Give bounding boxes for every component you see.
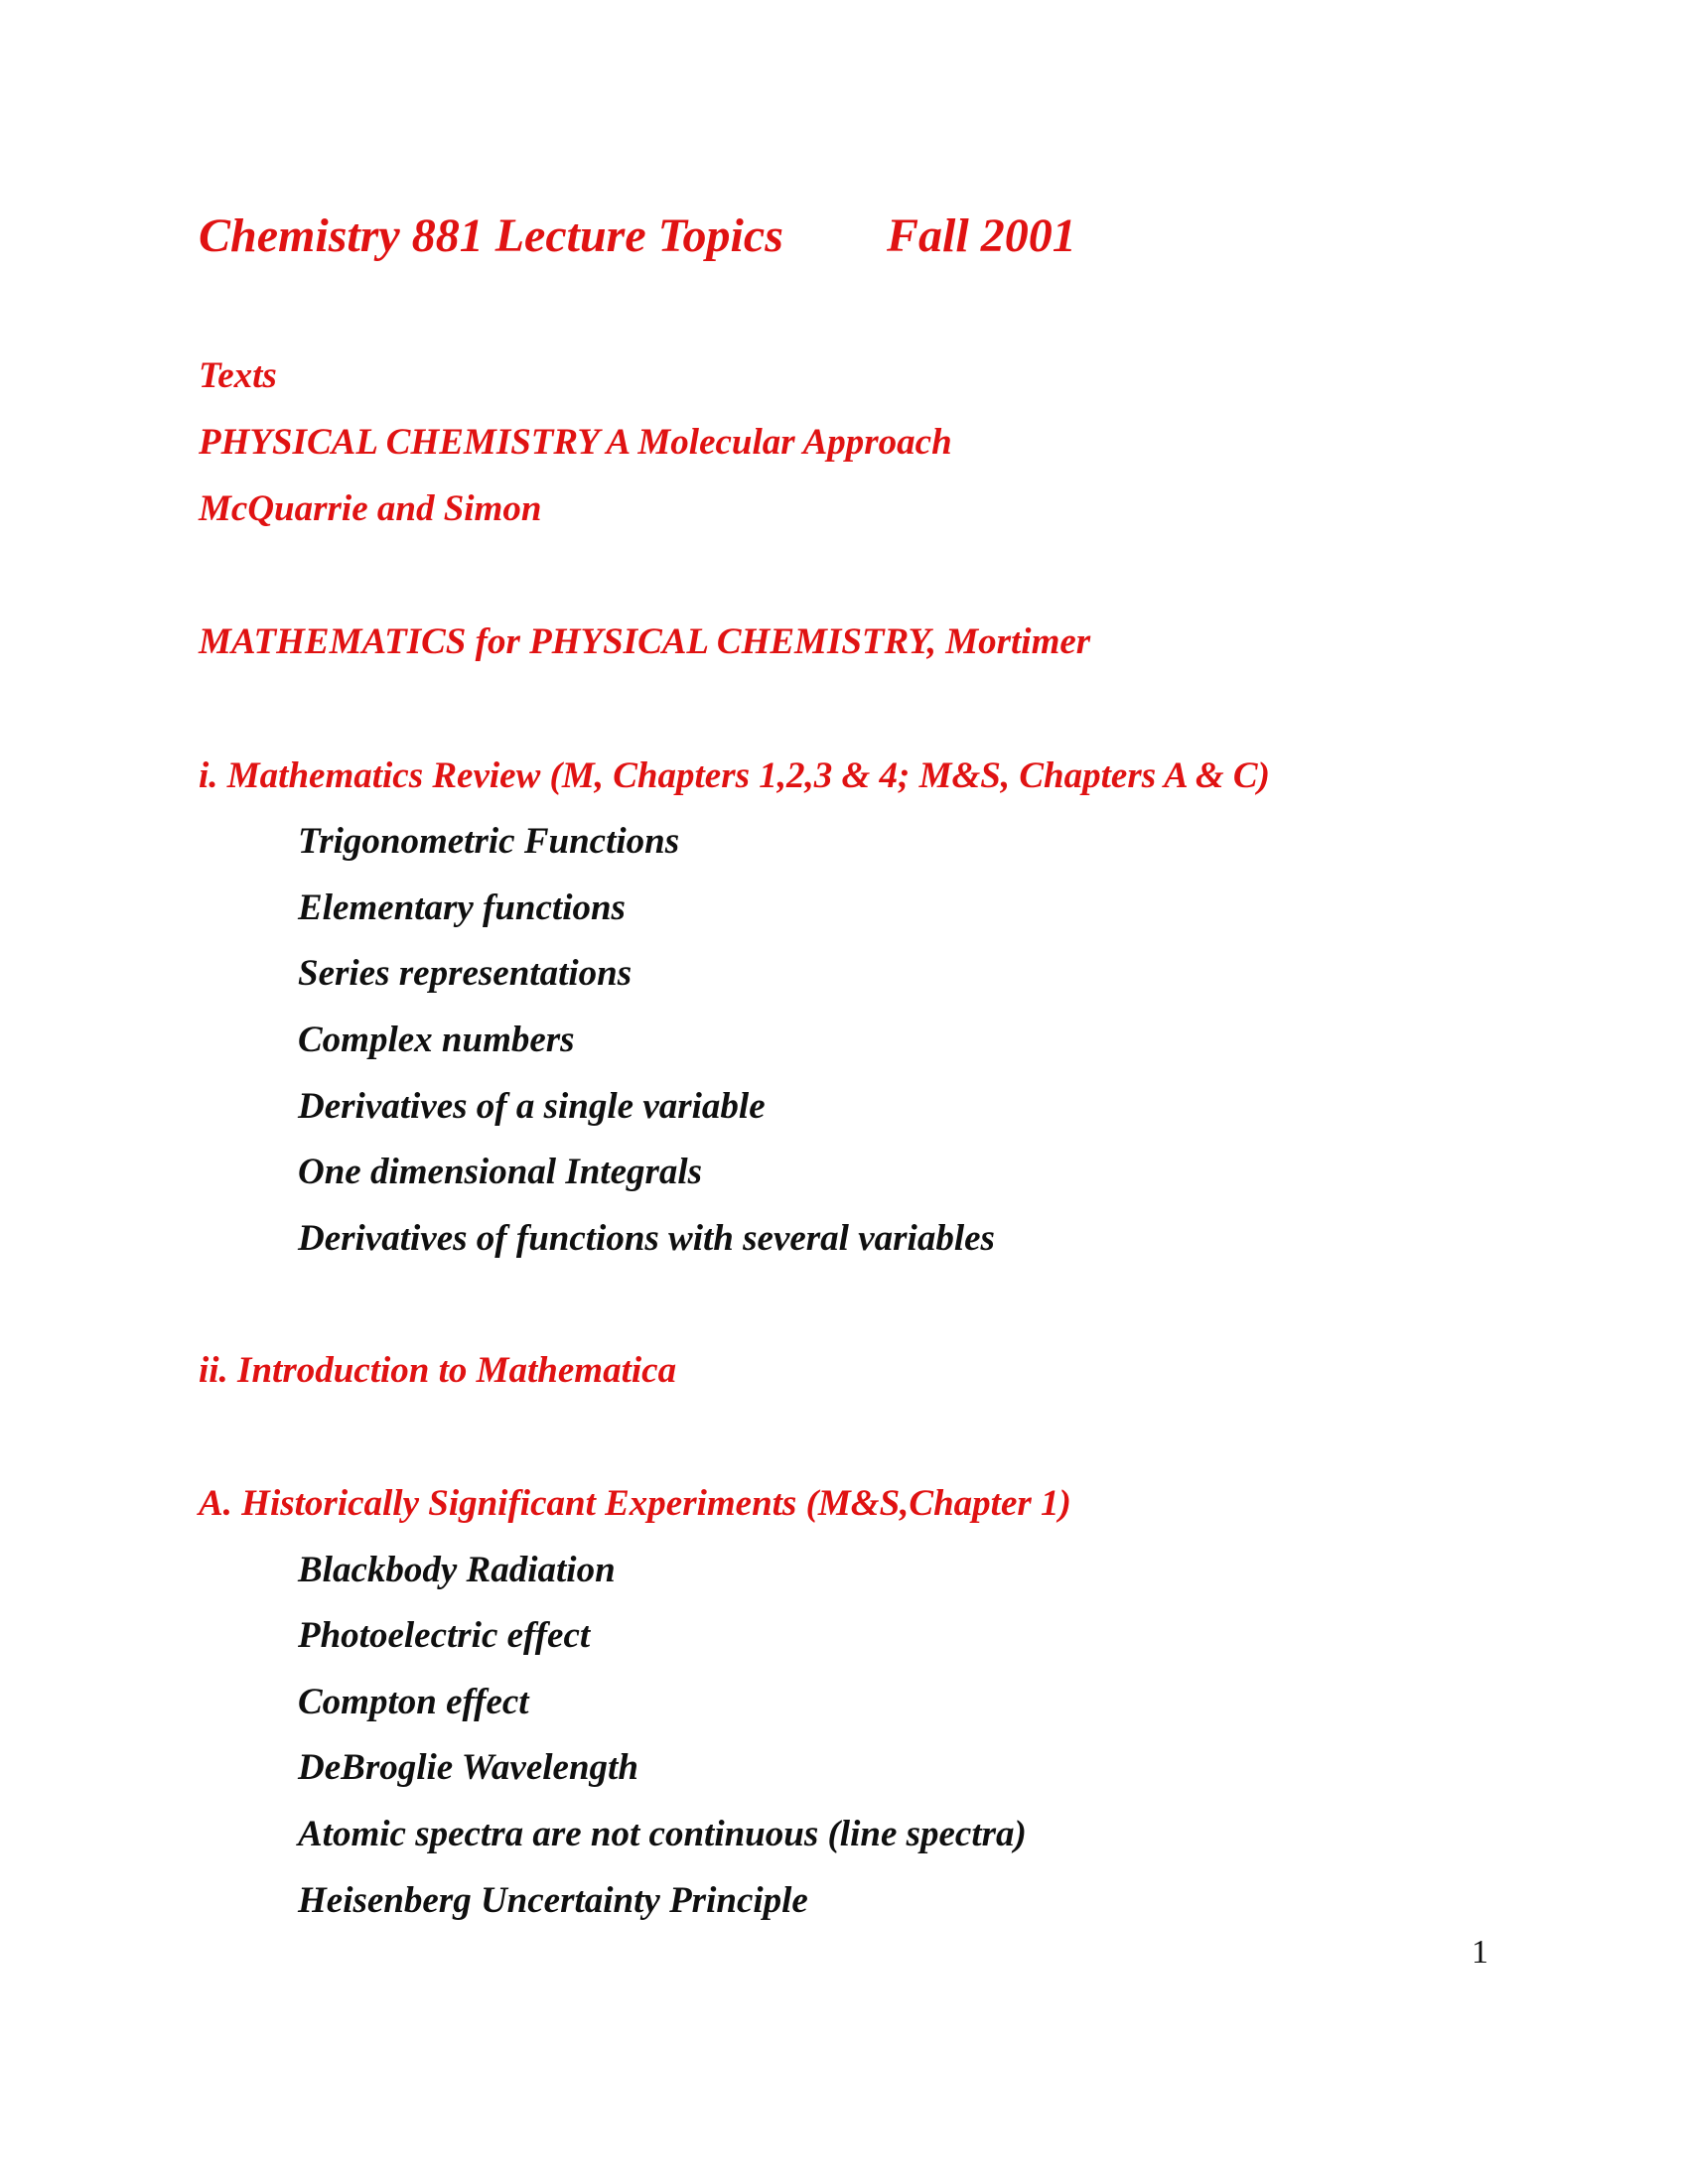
title-term: Fall 2001 bbox=[887, 209, 1076, 262]
book-title-2: MATHEMATICS for PHYSICAL CHEMISTRY, Mortimer bbox=[199, 621, 1091, 662]
section-heading-mathematica: ii. Introduction to Mathematica bbox=[199, 1350, 677, 1391]
page-number: 1 bbox=[1472, 1934, 1488, 1971]
topic-item: Elementary functions bbox=[298, 887, 626, 928]
book-authors: McQuarrie and Simon bbox=[199, 488, 542, 529]
topic-item: Heisenberg Uncertainty Principle bbox=[298, 1880, 808, 1921]
topic-item: Atomic spectra are not continuous (line spectra) bbox=[298, 1814, 1027, 1854]
section-heading-math-review: i. Mathematics Review (M, Chapters 1,2,3 & 4; M&S, Chapters A & C) bbox=[199, 755, 1270, 796]
topic-item: Derivatives of functions with several variables bbox=[298, 1218, 995, 1259]
title-course: Chemistry 881 Lecture Topics bbox=[199, 209, 783, 262]
topic-item: Series representations bbox=[298, 953, 633, 994]
topic-item: Photoelectric effect bbox=[298, 1615, 591, 1656]
topic-item: Blackbody Radiation bbox=[298, 1550, 616, 1590]
section-heading-experiments: A. Historically Significant Experiments (M&S,Chapter 1) bbox=[199, 1483, 1071, 1524]
texts-heading: Texts bbox=[199, 355, 277, 396]
topic-item: Complex numbers bbox=[298, 1020, 575, 1060]
topic-item: DeBroglie Wavelength bbox=[298, 1747, 638, 1788]
topic-item: Compton effect bbox=[298, 1682, 529, 1722]
topic-item: Trigonometric Functions bbox=[298, 821, 680, 862]
topic-item: One dimensional Integrals bbox=[298, 1152, 703, 1192]
topic-item: Derivatives of a single variable bbox=[298, 1086, 766, 1127]
book-title: PHYSICAL CHEMISTRY A Molecular Approach bbox=[199, 422, 952, 463]
document-title bbox=[199, 210, 1489, 263]
